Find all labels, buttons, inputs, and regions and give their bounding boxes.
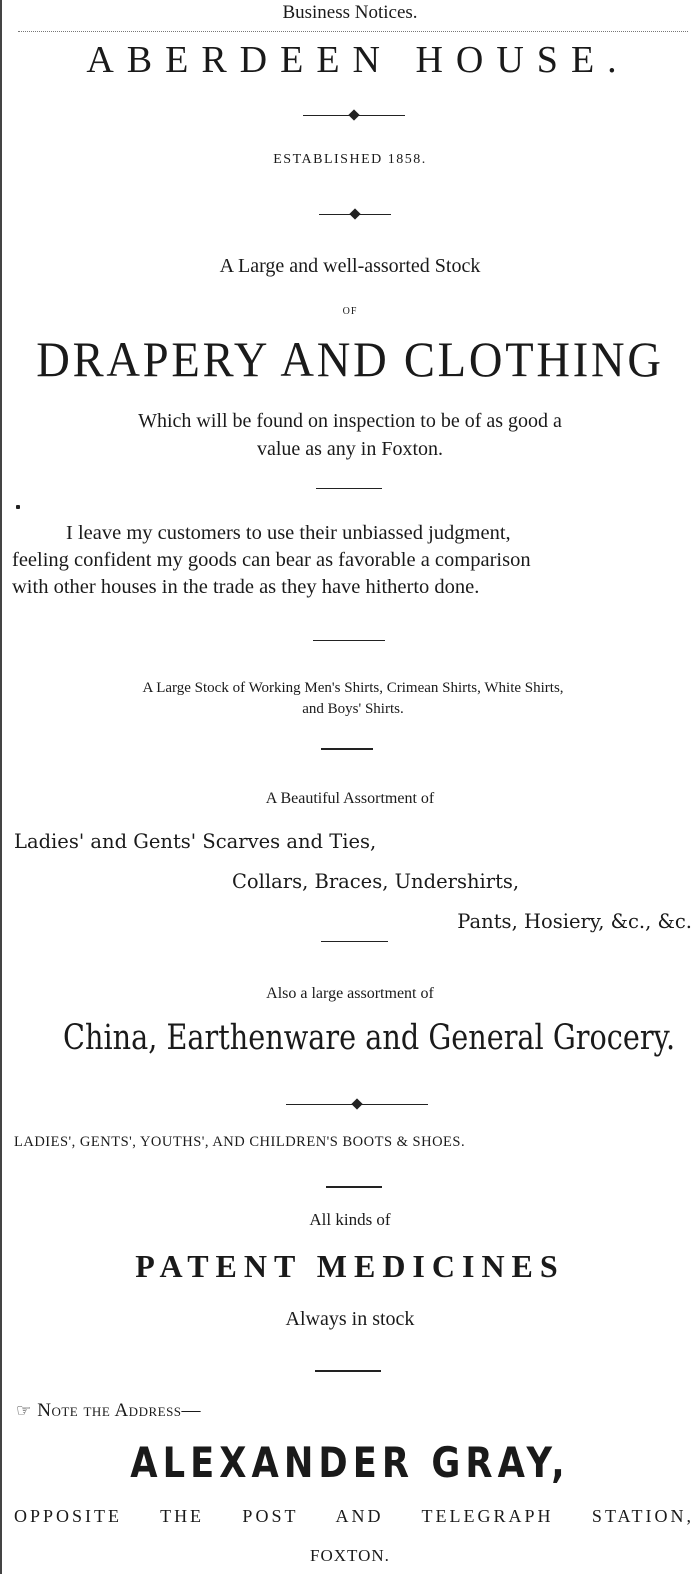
scarves-line: Ladies' and Gents' Scarves and Ties, [14, 830, 377, 853]
shirts-notice [12, 678, 694, 720]
established-line: ESTABLISHED 1858. [273, 152, 427, 167]
boots-line: LADIES', GENTS', YOUTHS', AND CHILDREN'S BOOTS & SHOES. [14, 1134, 466, 1150]
collars-line: Collars, Braces, Undershirts, [232, 870, 520, 893]
shop-name: ABERDEEN HOUSE. [86, 39, 630, 81]
address-note [16, 1400, 201, 1422]
assortment-intro: A Beautiful Assortment of [265, 790, 435, 807]
stock-intro: A Large and well-assorted Stock [219, 255, 481, 277]
short-divider-2 [313, 640, 385, 641]
paragraph-line-2: feeling confident my goods can bear as favorable a comparison [12, 549, 531, 571]
address-note-text: Note the Address— [37, 1400, 202, 1421]
short-divider-6 [315, 1370, 381, 1372]
short-divider-1 [316, 488, 382, 489]
column-border [0, 0, 2, 1574]
medicines-headline: PATENT MEDICINES [135, 1248, 565, 1284]
customer-paragraph [12, 520, 692, 601]
diamond-divider-1 [303, 111, 405, 121]
diamond-divider-2 [319, 210, 391, 220]
short-divider-4 [321, 941, 388, 942]
short-divider-3 [321, 748, 373, 750]
short-divider-5 [326, 1186, 382, 1188]
shop-location: OPPOSITE THE POST AND TELEGRAPH STATION, [14, 1506, 694, 1526]
medicines-intro: All kinds of [309, 1210, 391, 1229]
value-line-1: Which will be found on inspection to be of as good a [138, 410, 562, 432]
value-statement [0, 407, 700, 463]
of-word: OF [342, 306, 358, 317]
grocery-intro: Also a large assortment of [266, 985, 434, 1002]
pants-line: Pants, Hosiery, &c., &c. [457, 910, 692, 933]
shop-town: FOXTON. [310, 1546, 390, 1565]
diamond-divider-3 [286, 1100, 428, 1110]
paragraph-line-3: with other houses in the trade as they have hitherto done. [12, 576, 480, 598]
shirts-line-2: and Boys' Shirts. [302, 701, 404, 717]
value-line-2: value as any in Foxton. [256, 438, 444, 460]
shirts-line-1: A Large Stock of Working Men's Shirts, Crimean Shirts, White Shirts, [142, 680, 564, 696]
ink-speck [16, 505, 20, 509]
paragraph-line-1: I leave my customers to use their unbiassed judgment, [66, 522, 511, 544]
proprietor-name: ALEXANDER GRAY, [130, 1438, 570, 1487]
pointing-hand-icon: ☞ [16, 1401, 32, 1421]
medicines-footer: Always in stock [285, 1308, 415, 1330]
section-dotted-rule [18, 31, 688, 32]
section-label: Business Notices. [282, 2, 418, 23]
drapery-headline: DRAPERY AND CLOTHING [36, 331, 664, 387]
grocery-headline: China, Earthenware and General Grocery. [63, 1018, 676, 1058]
